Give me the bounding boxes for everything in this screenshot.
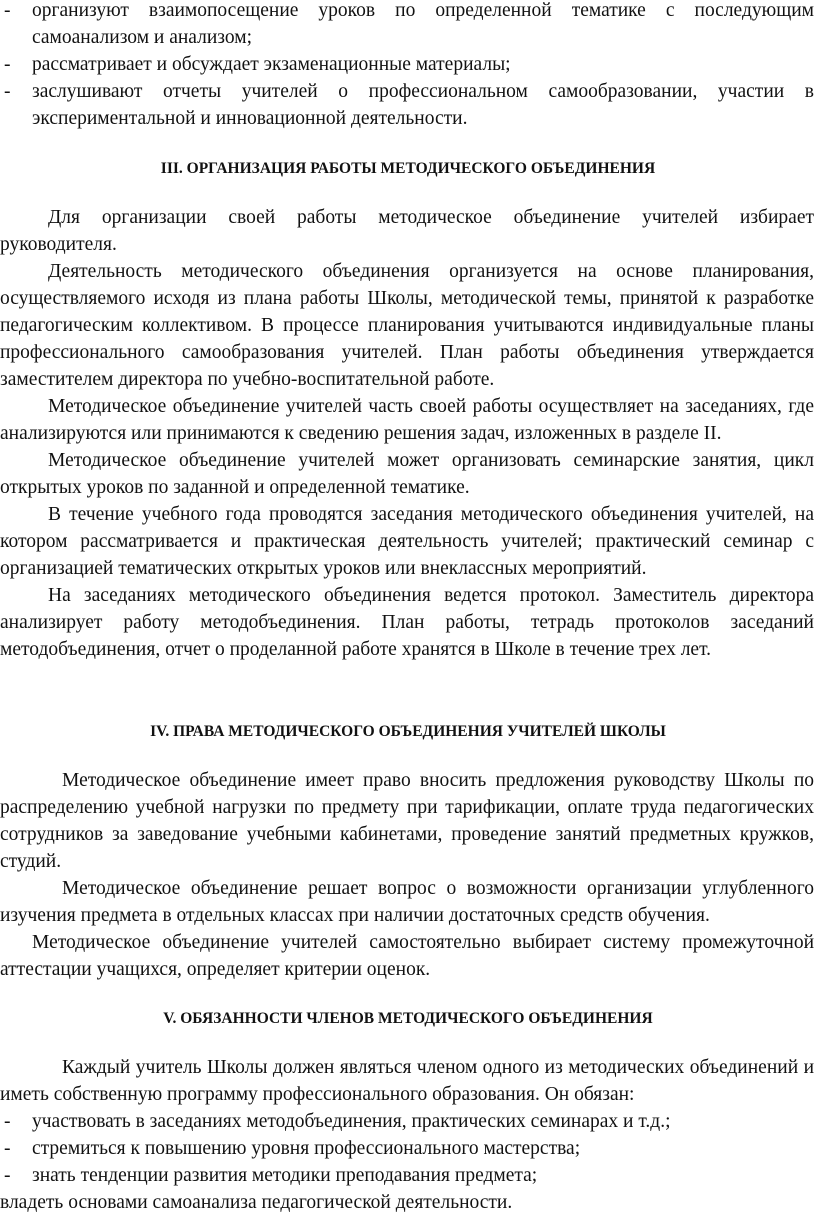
list-dash: - (4, 1111, 11, 1132)
duties-list (0, 1108, 816, 1189)
list-dash: - (4, 1138, 11, 1159)
section-4-paragraph: Методическое объединение учителей самостоятельно выбирает систему промежуточной аттестации учащихся, определяет критерии оценок. (0, 932, 814, 980)
section-5-heading: V. ОБЯЗАННОСТИ ЧЛЕНОВ МЕТОДИЧЕСКОГО ОБЪЕДИНЕНИЯ (163, 1010, 653, 1027)
list-dash: - (4, 81, 11, 102)
list-item (0, 51, 816, 78)
list-item (0, 0, 816, 51)
section-3-paragraph: Методическое объединение учителей может организовать семинарские занятия, цикл открытых уроков по заданной и определенной тематике. (0, 450, 814, 498)
section-3-paragraph: Для организации своей работы методическое объединение учителей избирает руководителя. (0, 207, 814, 255)
list-item-text: рассматривает и обсуждает экзаменационные материалы; (32, 54, 511, 75)
list-item (0, 78, 816, 132)
list-dash: - (4, 54, 11, 75)
list-item-text: знать тенденции развития методики преподавания предмета; (32, 1165, 538, 1186)
section-3-paragraph: На заседаниях методического объединения ведется протокол. Заместитель директора анализирует работу методобъединения. План работы, тетрадь протоколов заседаний методобъединения, отчет о проделанной работе хранятся в Школе в течение трех лет. (0, 585, 814, 660)
intro-list (0, 0, 816, 132)
list-dash: - (4, 1165, 11, 1186)
list-item-text: участвовать в заседаниях методобъединения, практических семинарах и т.д.; (32, 1111, 671, 1132)
list-item-text: организуют взаимопосещение уроков по определенной тематике с последующим самоанализом и анализом; (32, 0, 814, 48)
list-item-text: стремиться к повышению уровня профессионального мастерства; (32, 1138, 581, 1159)
list-item (0, 1135, 816, 1162)
section-4-heading: IV. ПРАВА МЕТОДИЧЕСКОГО ОБЪЕДИНЕНИЯ УЧИТЕЛЕЙ ШКОЛЫ (150, 723, 666, 740)
section-4-paragraph: Методическое объединение решает вопрос о возможности организации углубленного изучения предмета в отдельных классах при наличии достаточных средств обучения. (0, 878, 814, 926)
section-5-intro: Каждый учитель Школы должен являться членом одного из методических объединений и иметь собственную программу профессионального образования. Он обязан: (0, 1057, 814, 1105)
section-3-paragraph: Методическое объединение учителей часть своей работы осуществляет на заседаниях, где анализируются или принимаются к сведению решения задач, изложенных в разделе II. (0, 396, 814, 444)
section-4-paragraph: Методическое объединение имеет право вносить предложения руководству Школы по распределению учебной нагрузки по предмету при тарификации, оплате труда педагогических сотрудников за заведование учебными кабинетами, проведение занятий предметных кружков, студий. (0, 770, 814, 872)
section-5-closing: владеть основами самоанализа педагогической деятельности. (0, 1192, 513, 1213)
list-item (0, 1108, 816, 1135)
list-item-text: заслушивают отчеты учителей о профессиональном самообразовании, участии в экспериментальной и инновационной деятельности. (32, 81, 814, 129)
list-dash: - (4, 0, 11, 21)
section-3-paragraph: В течение учебного года проводятся заседания методического объединения учителей, на котором рассматривается и практическая деятельность учителей; практический семинар с организацией тематических открытых уроков или внеклассных мероприятий. (0, 504, 814, 579)
section-3-paragraph: Деятельность методического объединения организуется на основе планирования, осуществляемого исходя из плана работы Школы, методической темы, принятой к разработке педагогическим коллективом. В процессе планирования учитываются индивидуальные планы профессионального самообразования учителей. План работы объединения утверждается заместителем директора по учебно-воспитательной работе. (0, 261, 814, 390)
list-item (0, 1162, 816, 1189)
section-3-heading: III. ОРГАНИЗАЦИЯ РАБОТЫ МЕТОДИЧЕСКОГО ОБЪЕДИНЕНИЯ (160, 160, 656, 177)
